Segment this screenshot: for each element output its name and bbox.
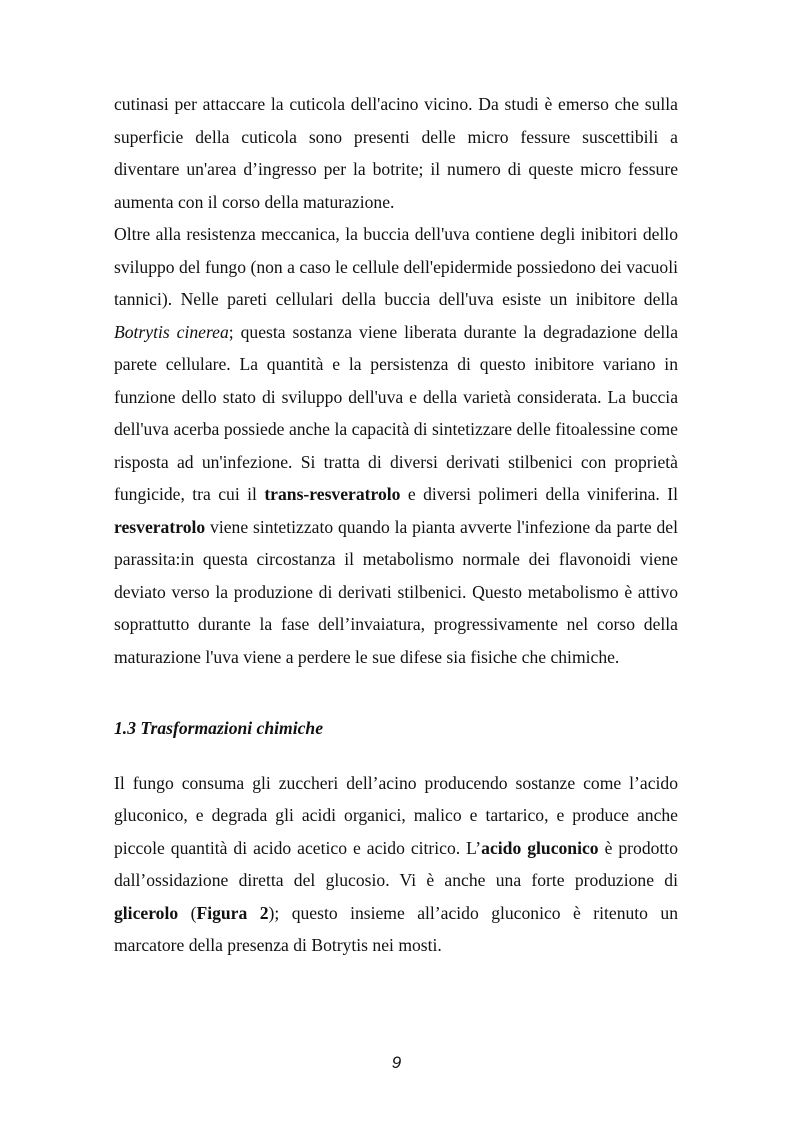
- section-heading: 1.3 Trasformazioni chimiche: [114, 718, 324, 738]
- page-number: 9: [391, 1053, 402, 1072]
- text-run: cutinasi per attaccare la cuticola dell'acino vicino. Da studi è emerso che sulla superficie della cuticola sono presenti delle micro fessure suscettibili a diventare un'area d’ingresso per la botrite; il numero di queste micro fessure aumenta con il corso della maturazione.: [114, 94, 678, 212]
- text-run: ); questo insieme all’acido gluconico è ritenuto un marcatore della presenza di Botrytis nei mosti.: [114, 902, 678, 955]
- figure-reference: Figura 2: [196, 902, 269, 923]
- paragraph-botrite-cuticola: [114, 88, 678, 218]
- text-run: Oltre alla resistenza meccanica, la buccia dell'uva contiene degli inibitori dello sviluppo del fungo (non a caso le cellule dell'epidermide possiedono dei vacuoli tannici). Nelle pareti cellulari della buccia dell'uva esiste un inibitore della: [114, 224, 678, 309]
- text-run: e diversi polimeri della viniferina. Il: [400, 484, 678, 504]
- paragraph-trasformazioni: [114, 767, 678, 962]
- bold-term-resveratrolo: resveratrolo: [114, 516, 206, 537]
- italic-term-botrytis-cinerea: Botrytis cinerea: [114, 321, 229, 342]
- text-run: (: [178, 902, 197, 923]
- text-run: viene sintetizzato quando la pianta avverte l'infezione da parte del parassita:in questa circostanza il metabolismo normale dei flavonoidi viene deviato verso la produzione di derivati stilbenici. Questo metabolismo è attivo soprattutto durante la fase dell’invaiatura, progressivamente nel corso della maturazione l'uva viene a perdere le sue difese sia fisiche che chimiche.: [114, 516, 678, 667]
- page-body: [114, 88, 678, 962]
- text-run: è prodotto dall’ossidazione diretta del glucosio. Vi è anche una forte produzione di: [114, 837, 678, 890]
- paragraph-resistenza-buccia: [114, 218, 678, 673]
- bold-term-glicerolo: glicerolo: [114, 902, 179, 923]
- bold-term-acido-gluconico: acido gluconico: [481, 837, 599, 858]
- text-run: ; questa sostanza viene liberata durante la degradazione della parete cellulare. La quantità e la persistenza di questo inibitore variano in funzione dello stato di sviluppo dell'uva e della varietà considerata. La buccia dell'uva acerba possiede anche la capacità di sintetizzare delle fitoalessine come risposta ad un'infezione. Si tratta di diversi derivati stilbenici con proprietà fungicide, tra cui il: [114, 321, 679, 504]
- bold-term-trans-resveratrolo: trans-resveratrolo: [264, 484, 401, 504]
- text-run: Il fungo consuma gli zuccheri dell’acino producendo sostanze come l’acido gluconico, e degrada gli acidi organici, malico e tartarico, e produce anche piccole quantità di acido acetico e acido citrico. L’: [114, 772, 678, 858]
